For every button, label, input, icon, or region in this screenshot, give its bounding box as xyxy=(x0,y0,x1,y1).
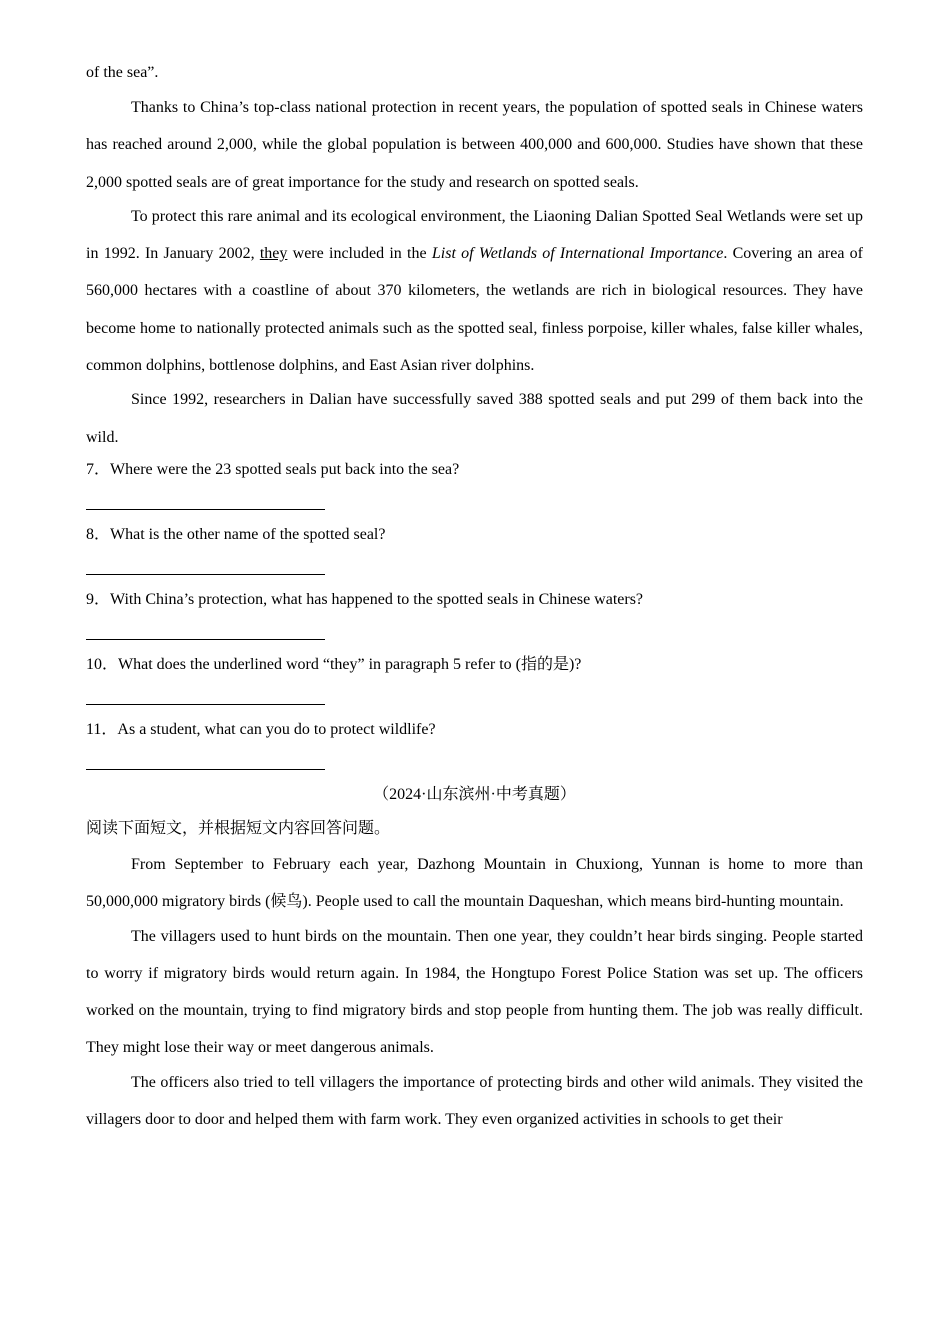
question-7 xyxy=(86,453,863,510)
answer-line[interactable] xyxy=(86,682,325,705)
question-11 xyxy=(86,713,863,770)
question-prompt: What is the other name of the spotted seal? xyxy=(110,525,386,543)
question-8 xyxy=(86,518,863,575)
question-9 xyxy=(86,583,863,640)
passage2-paragraph-officers: The officers also tried to tell villagers the importance of protecting birds and other wild animals. They visited the villagers door to door and helped them with farm work. They even organized activities in schools to get their xyxy=(86,1073,863,1129)
passage-paragraph-rescue: Since 1992, researchers in Dalian have successfully saved 388 spotted seals and put 299 of them back into the wild. xyxy=(86,391,863,446)
passage-fragment: of the sea”. xyxy=(86,64,159,81)
question-prompt: As a student, what can you do to protect wildlife? xyxy=(117,720,436,738)
question-number: 11． xyxy=(86,720,118,738)
question-text xyxy=(86,713,863,747)
question-number: 8． xyxy=(86,525,111,543)
exam-source: （2024·山东滨州·中考真题） xyxy=(373,785,576,803)
wetlands-text-b: were included in the xyxy=(287,245,432,263)
answer-line[interactable] xyxy=(86,487,325,510)
passage2-paragraph-intro: From September to February each year, Dazhong Mountain in Chuxiong, Yunnan is home to more than 50,000,000 migratory birds (候鸟). People used to call the mountain Daqueshan, which means bird-hunting mountain. xyxy=(86,855,863,911)
underlined-word-they: they xyxy=(259,245,288,263)
passage-paragraph-population: Thanks to China’s top-class national protection in recent years, the population of spotted seals in Chinese waters has reached around 2,000, while the global population is between 400,000 and 600,000. Studies have shown that these 2,000 spotted seals are of great importance for the study and research on spotted seals. xyxy=(86,99,863,191)
question-number: 10． xyxy=(86,655,119,673)
reading-instruction: 阅读下面短文，并根据短文内容回答问题。 xyxy=(86,819,391,837)
answer-line[interactable] xyxy=(86,617,325,640)
document-page xyxy=(86,54,863,1135)
question-text xyxy=(86,518,863,552)
question-number: 9． xyxy=(86,590,111,608)
wetlands-text-a: To protect this rare animal and its ecological environment, the Liaoning Dalian Spotted Seal Wetlands were set up in 1992. In January 2002, xyxy=(86,207,863,263)
wetlands-text-c: . Covering an area of 560,000 hectares with a coastline of about 370 kilometers, the wetlands are rich in biological resources. They have become home to nationally protected animals such as the spotted seal, finless porpoise, killer whales, false killer whales, common dolphins, bottlenose dolphins, and East Asian river dolphins. xyxy=(86,245,864,375)
wetlands-list-title: List of Wetlands of International Importance xyxy=(431,245,724,263)
question-text xyxy=(86,453,863,487)
question-number: 7． xyxy=(86,460,111,478)
answer-line[interactable] xyxy=(86,747,325,770)
passage-paragraph-wetlands xyxy=(86,198,863,384)
question-text xyxy=(86,583,863,617)
question-10 xyxy=(86,648,863,705)
question-prompt: Where were the 23 spotted seals put back into the sea? xyxy=(110,460,460,478)
question-prompt: What does the underlined word “they” in paragraph 5 refer to (指的是)? xyxy=(118,655,582,673)
answer-line[interactable] xyxy=(86,552,325,575)
passage2-paragraph-villagers: The villagers used to hunt birds on the mountain. Then one year, they couldn’t hear birds singing. People started to worry if migratory birds would return again. In 1984, the Hongtupo Forest Police Station was set up. The officers worked on the mountain, trying to find migratory birds and stop people from hunting them. The job was really difficult. They might lose their way or meet dangerous animals. xyxy=(86,927,863,1057)
question-prompt: With China’s protection, what has happened to the spotted seals in Chinese waters? xyxy=(110,590,644,608)
question-text xyxy=(86,648,863,682)
